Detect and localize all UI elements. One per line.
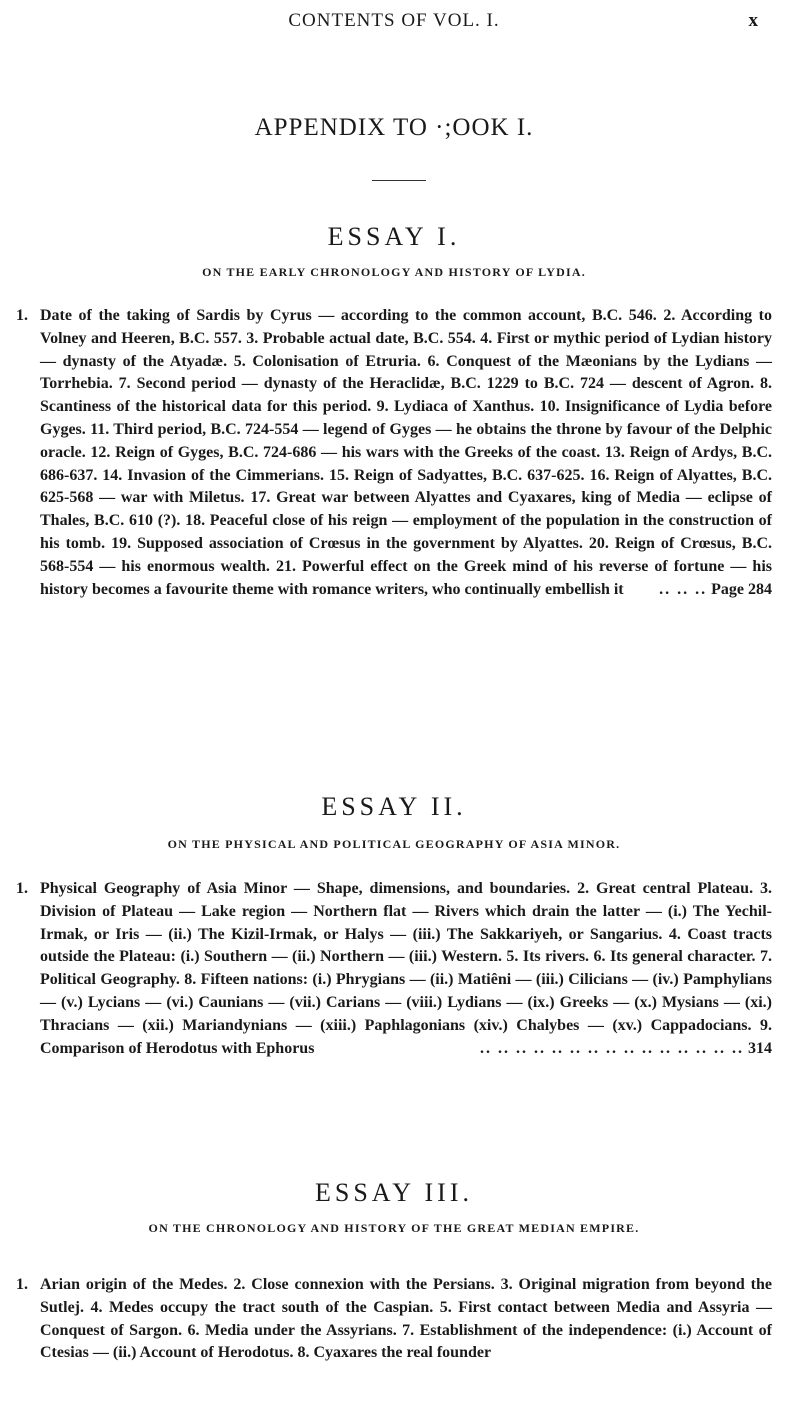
essay-3-body [16, 1274, 772, 1365]
dot-leaders: .. .. .. [659, 580, 708, 598]
item-number: 1. [16, 880, 28, 897]
appendix-title: APPENDIX TO ·;OOK I. [254, 114, 534, 141]
page-reference: Page 284 [711, 580, 772, 598]
essay-2 [0, 790, 788, 854]
item-number: 1. [16, 307, 28, 324]
essay-subtitle: ON THE CHRONOLOGY AND HISTORY OF THE GREAT MEDIAN EMPIRE. [148, 1221, 640, 1235]
essay-text: Date of the taking of Sardis by Cyrus — according to the common account, B.C. 546. 2. According to Volney and Heeren, B.C. 557. 3. Probable actual date, B.C. 554. 4. First or mythic period of Lydian history — dynasty of the Atyadæ. 5. Colonisation of Etruria. 6. Conquest of the Mæonians by the Lydians — Torrhebia. 7. Second period — dynasty of the Heraclidæ, B.C. 1229 to B.C. 724 — descent of Agron. 8. Scantiness of the historical data for this period. 9. Lydiaca of Xanthus. 10. Insignificance of Lydia before Gyges. 11. Third period, B.C. 724-554 — legend of Gyges — he obtains the throne by favour of the Delphic oracle. 12. Reign of Gyges, B.C. 724-686 — his wars with the Greeks of the coast. 13. Reign of Ardys, B.C. 686-637. 14. Invasion of the Cimmerians. 15. Reign of Sadyattes, B.C. 637-625. 16. Reign of Alyattes, B.C. 625-568 — war with Miletus. 17. Great war between Alyattes and Cyaxares, king of Media — eclipse of Thales, B.C. 610 (?). 18. Peaceful close of his reign — employment of the population in the construction of his tomb. 19. Supposed association of Crœsus in the government by Alyattes. 20. Reign of Crœsus, B.C. 568-554 — his enormous wealth. 21. Powerful effect on the Greek mind of his reverse of fortune — his history becomes a favourite theme with romance writers, who continually embellish it [40, 307, 772, 598]
item-number: 1. [16, 1276, 28, 1293]
essay-3 [0, 1176, 788, 1238]
essay-2-body [16, 878, 772, 1060]
essay-1 [0, 220, 788, 282]
dot-leaders: .. .. .. .. .. .. .. .. .. .. .. .. .. .. .. [480, 1039, 744, 1057]
page-reference: 314 [748, 1039, 772, 1057]
essay-1-body [16, 305, 772, 601]
essay-subtitle: ON THE EARLY CHRONOLOGY AND HISTORY OF LYDIA. [202, 265, 586, 279]
essay-title: ESSAY I. [327, 222, 461, 251]
essay-text: Physical Geography of Asia Minor — Shape, dimensions, and boundaries. 2. Great central Plateau. 3. Division of Plateau — Lake region — Northern flat — Rivers which drain the latter — (i.) The Yechil-Irmak, or Iris — (ii.) The Kizil-Irmak, or Halys — (iii.) The Sakkariyeh, or Sangarius. 4. Coast tracts outside the Plateau: (i.) Southern — (ii.) Northern — (iii.) Western. 5. Its rivers. 6. Its general character. 7. Political Geography. 8. Fifteen nations: (i.) Phrygians — (ii.) Matiêni — (iii.) Cilicians — (iv.) Pamphylians — (v.) Lycians — (vi.) Caunians — (vii.) Carians — (viii.) Lydians — (ix.) Greeks — (x.) Mysians — (xi.) Thracians — (xii.) Mariandynians — (xiii.) Paphlagonians (xiv.) Chalybes — (xv.) Cappadocians. 9. Comparison of Herodotus with Ephorus [40, 880, 772, 1057]
essay-title: ESSAY III. [315, 1178, 473, 1207]
essay-title: ESSAY II. [321, 792, 467, 821]
page-number: x [748, 10, 758, 31]
ornamental-rule [372, 180, 426, 181]
essay-subtitle: ON THE PHYSICAL AND POLITICAL GEOGRAPHY OF ASIA MINOR. [167, 837, 621, 851]
running-head: CONTENTS OF VOL. I. [288, 10, 500, 31]
essay-text: Arian origin of the Medes. 2. Close connexion with the Persians. 3. Original migration from beyond the Sutlej. 4. Medes occupy the tract south of the Caspian. 5. First contact between Media and Assyria — Conquest of Sargon. 6. Media under the Assyrians. 7. Establishment of the independence: (i.) Account of Ctesias — (ii.) Account of Herodotus. 8. Cyaxares the real founder [40, 1276, 772, 1362]
